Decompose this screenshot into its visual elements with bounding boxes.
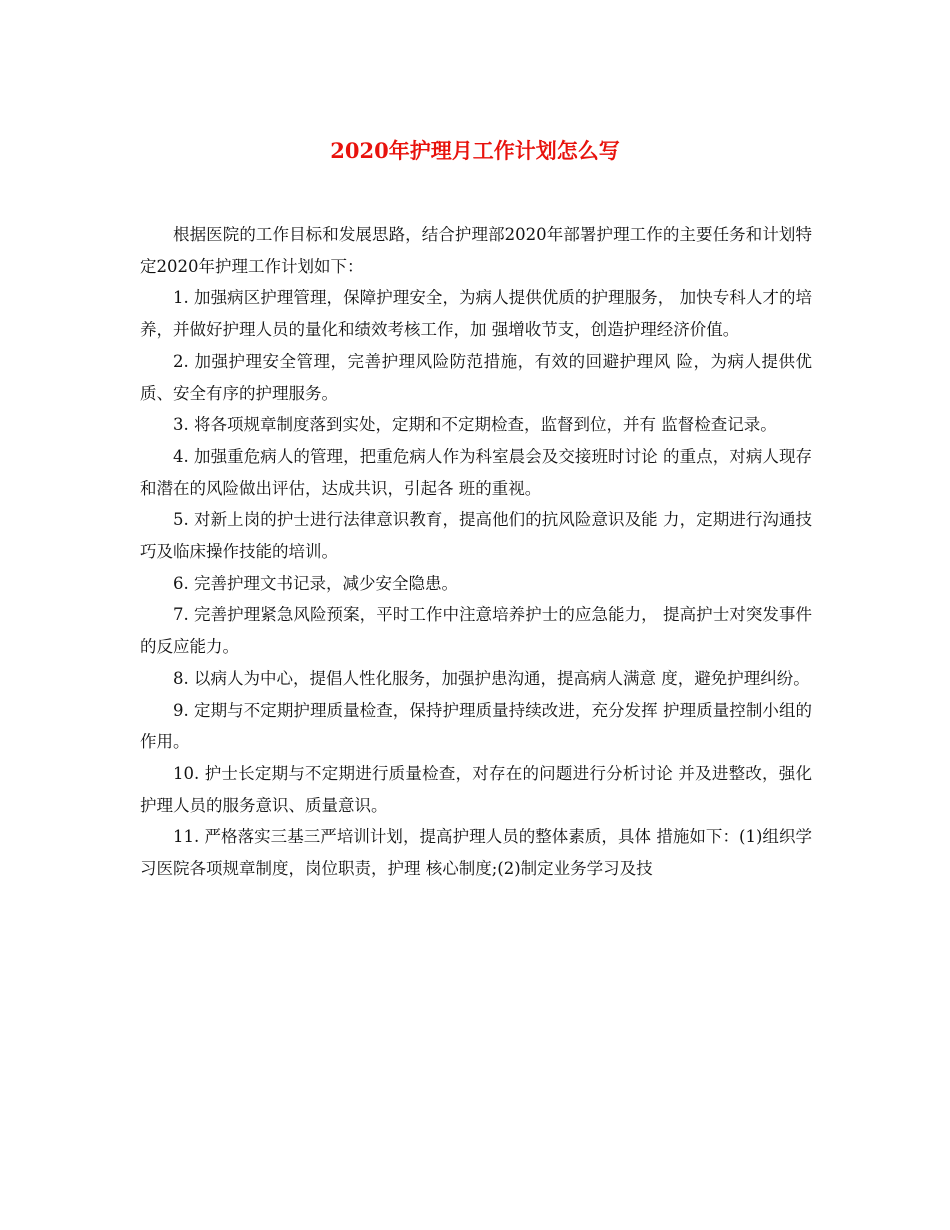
plan-item-9: 9. 定期与不定期护理质量检查，保持护理质量持续改进，充分发挥 护理质量控制小组的作用。: [140, 700, 812, 752]
plan-item-10: 10. 护士长定期与不定期进行质量检查，对存在的问题进行分析讨论 并及进整改，强化护理人员的服务意识、质量意识。: [140, 763, 812, 815]
plan-item-5: 5. 对新上岗的护士进行法律意识教育，提高他们的抗风险意识及能 力，定期进行沟通技巧及临床操作技能的培训。: [140, 510, 812, 562]
plan-item-8: 8. 以病人为中心，提倡人性化服务，加强护患沟通，提高病人满意 度，避免护理纠纷。: [173, 668, 810, 688]
document-title: 2020年护理月工作计划怎么写: [330, 138, 620, 163]
plan-item-4: 4. 加强重危病人的管理，把重危病人作为科室晨会及交接班时讨论 的重点，对病人现存和潜在的风险做出评估，达成共识，引起各 班的重视。: [140, 446, 812, 498]
intro-paragraph: 根据医院的工作目标和发展思路，结合护理部2020年部署护理工作的主要任务和计划特定2020年护理工作计划如下：: [140, 225, 812, 276]
plan-item-11: 11. 严格落实三基三严培训计划，提高护理人员的整体素质，具体 措施如下：(1)组织学习医院各项规章制度，岗位职责，护理 核心制度;(2)制定业务学习及技: [140, 827, 812, 879]
plan-item-1: 1. 加强病区护理管理，保障护理安全，为病人提供优质的护理服务， 加快专科人才的培养，并做好护理人员的量化和绩效考核工作，加 强增收节支，创造护理经济价值。: [140, 288, 812, 340]
plan-item-6: 6. 完善护理文书记录，减少安全隐患。: [173, 573, 458, 593]
plan-item-2: 2. 加强护理安全管理，完善护理风险防范措施，有效的回避护理风 险，为病人提供优质、安全有序的护理服务。: [140, 351, 812, 403]
plan-item-7: 7. 完善护理紧急风险预案，平时工作中注意培养护士的应急能力， 提高护士对突发事件的反应能力。: [140, 605, 812, 657]
plan-item-3: 3. 将各项规章制度落到实处，定期和不定期检查，监督到位，并有 监督检查记录。: [173, 415, 777, 435]
document-body: [140, 219, 812, 885]
